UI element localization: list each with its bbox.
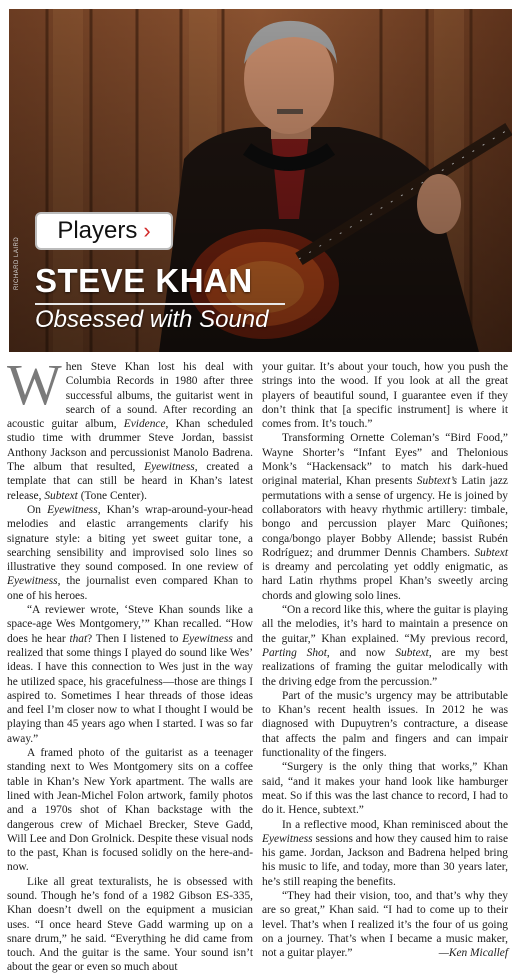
- section-tag: [35, 212, 173, 250]
- paragraph: “Surgery is the only thing that works,” Khan said, “and it makes your hand look like hamburger meat. So if this was the last chance to record, I had to do it. Hence, subtext.”: [262, 761, 508, 817]
- title-divider: [35, 303, 285, 305]
- drop-cap: W: [7, 352, 62, 417]
- article-subtitle: Obsessed with Sound: [35, 306, 269, 333]
- paragraph: A framed photo of the guitarist as a teenager standing next to Wes Montgomery sits on a coffee table in Khan’s New York apartment. The walls are lined with Jean-Michel Folon artwork, family photos and a 1970s shot of Khan backstage with the dangerous crew of Michael Brecker, Steve Gadd, Will Lee and Don Grolnick. Despite these visual nods to the past, Khan is focused solidly on the here-and-now.: [7, 747, 253, 874]
- header-photo: [9, 9, 512, 352]
- photo-credit: RICHARD LAIRD: [14, 236, 20, 290]
- byline: —Ken Micallef: [438, 947, 508, 960]
- paragraph: “A reviewer wrote, ‘Steve Khan sounds like a space-age Wes Montgomery,’” Khan recalled. “How does he hear that? Then I listened to Eyewitness and realized that some things I played do sound like Wes’ ideas. I have this connection to Wes just in the way he utilized space, his gracefulness—those are things I aspired to. Sometimes I hear threads of those ideas and feel I’m closer now to what I thought I would be playing than 45 years ago when I started. I was so far away.”: [7, 604, 253, 745]
- paragraph: When Steve Khan lost his deal with Columbia Records in 1980 after three successful albums, the guitarist went in search of a sound. After recording an acoustic guitar album, Evidence, Khan scheduled studio time with drummer Steve Jordan, bassist Anthony Jackson and percussionist Manolo Badrena. The album that resulted, Eyewitness, created a template that can still be heard in Khan’s latest release, Subtext (Tone Center).: [7, 352, 253, 502]
- paragraph: Transforming Ornette Coleman’s “Bird Food,” Wayne Shorter’s “Infant Eyes” and Thelonious Monk’s “Hackensack” to match his dark-hued original material, Khan presents Subtext’s Latin jazz permutations with a sense of urgency. He is joined by collaborators with heavy rhythmic artillery: timbale, bongo and percussion player Marc Quiñones; conga/bongo player Bobby Allende; bassist Rubén Rodríguez; and drummer Dennis Chambers. Subtext is dreamy and percolating yet oddly enigmatic, as hard Latin rhythms propel Khan’s sweetly arcing chords and glowing solo lines.: [262, 432, 508, 602]
- section-label: Players: [57, 217, 138, 244]
- artist-name: STEVE KHAN: [35, 262, 253, 299]
- paragraph: “On a record like this, where the guitar is playing all the melodies, it’s hard to maintain a presence on the guitar,” Khan explained. “My previous record, Parting Shot, and now Subtext, are my best realizations of framing the guitar melodically with the driving edge from the percussion.”: [262, 604, 508, 688]
- paragraph: On Eyewitness, Khan’s wrap-around-your-head melodies and elastic arrangements clarify his signature style: a biting yet sweet guitar tone, a searching sensibility and improvised solo lines so illustrative they sound composed. In one review of Eyewitness, the journalist even compared Khan to one of his heroes.: [7, 503, 253, 602]
- paragraph: “They had their vision, too, and that’s why they are so great,” Khan said. “I had to come up to their level. That’s when I realized it’s the four of us going on a journey. That’s when I became a music maker, not a guitar player.” —Ken Micallef: [262, 889, 508, 960]
- paragraph: your guitar. It’s about your touch, how you push the strings into the wood. If you look at all the great players of beautiful sound, I guarantee even if they don’t think that [a specific instrument] is where it comes from. It’s touch.”: [262, 361, 508, 431]
- article-column-left: [7, 352, 253, 975]
- paragraph: In a reflective mood, Khan reminisced about the Eyewitness sessions and how they caused him to raise his game. Jordan, Jackson and Badrena helped bring his music to life, and today, more than 30 years later, he’s still reaping the benefits.: [262, 818, 508, 888]
- paragraph: Like all great texturalists, he is obsessed with sound. Though he’s fond of a 1982 Gibson ES-335, Khan doesn’t dwell on the equipment a musician uses. “I once heard Steve Gadd warming up on a snare drum,” he said. “Everything he did came from touch. And the guitar is the same. Your sound isn’t about the gear or even so much about: [7, 875, 253, 974]
- paragraph: Part of the music’s urgency may be attributable to Khan’s recent health issues. In 2012 he was diagnosed with Dupuytren’s contracture, a disease that affects the palm and fingers and can impair functionality of the fingers.: [262, 689, 508, 760]
- chevron-right-icon: ›: [143, 218, 151, 243]
- article-column-right: [262, 360, 508, 960]
